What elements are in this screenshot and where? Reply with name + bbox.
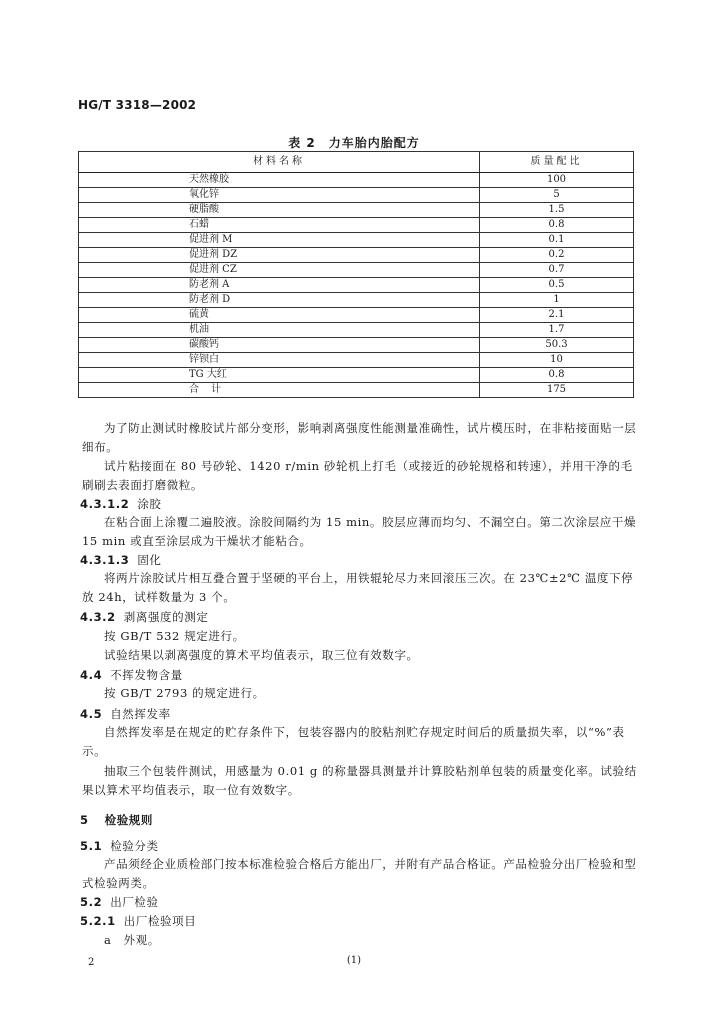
section-number: 4.3.2 [80, 610, 116, 624]
section-heading-4-3-2 [80, 608, 208, 626]
section-title: 固化 [137, 553, 162, 567]
total-value: 175 [480, 383, 634, 398]
standard-code: HG/T 3318—2002 [78, 98, 197, 112]
material-name: 硬脂酸 [79, 203, 480, 218]
table-row [79, 368, 634, 383]
material-name: 促进剂 M [79, 233, 480, 248]
section-number: 5.2.1 [80, 914, 116, 928]
ratio-value: 100 [480, 173, 634, 188]
ratio-value: 0.8 [480, 218, 634, 233]
ratio-value: 0.2 [480, 248, 634, 263]
section-heading-5 [80, 811, 153, 829]
section-title: 检验分类 [110, 839, 159, 853]
section-number: 4.3.1.2 [80, 497, 130, 511]
table-row [79, 353, 634, 368]
paragraph-peel-standard: 按 GB/T 532 规定进行。 [104, 629, 245, 643]
col-header-material: 材料名称 [79, 152, 480, 173]
ratio-value: 1 [480, 293, 634, 308]
material-name: 机油 [79, 323, 480, 338]
section-title: 检验规则 [104, 813, 154, 827]
section-title: 不挥发物含量 [110, 668, 183, 682]
material-name: 防老剂 D [79, 293, 480, 308]
table-row [79, 248, 634, 263]
material-name: TG 大红 [79, 368, 480, 383]
section-title: 出厂检验 [110, 895, 159, 909]
material-name: 硫黄 [79, 308, 480, 323]
section-number: 4.4 [80, 668, 103, 682]
ratio-value: 0.8 [480, 368, 634, 383]
table-row [79, 218, 634, 233]
table-title: 表 2 力车胎内胎配方 [288, 136, 420, 150]
table-row [79, 308, 634, 323]
formula-table [78, 151, 634, 398]
paragraph-glue-coating: 在粘合面上涂覆二遍胶液。涂胶间隔约为 15 min。胶层应薄而均匀、不漏空白。第二次涂层应干燥 15 min 或直至涂层成为干燥状才能粘合。 [82, 515, 637, 548]
section-number: 4.5 [80, 707, 103, 721]
ratio-value: 1.5 [480, 203, 634, 218]
table-row [79, 278, 634, 293]
ratio-value: 0.1 [480, 233, 634, 248]
table-row [79, 203, 634, 218]
paragraph-cloth-backing: 为了防止测试时橡胶试片部分变形，影响剥离强度性能测量准确性，试片模压时，在非粘接面贴一层细布。 [82, 421, 637, 454]
paragraph-nonvolatile-standard: 按 GB/T 2793 的规定进行。 [104, 686, 265, 700]
table-header-row [79, 152, 634, 173]
table-row [79, 173, 634, 188]
section-title: 出厂检验项目 [123, 914, 197, 928]
paragraph-curing: 将两片涂胶试片相互叠合置于坚硬的平台上，用铁辊轮尽力来回滚压三次。在 23℃±2℃ 温度下停放 24h，试样数量为 3 个。 [82, 571, 634, 604]
paragraph-volatility-definition: 自然挥发率是在规定的贮存条件下，包装容器内的胶粘剂贮存规定时间后的质量损失率，以“%”表示。 [82, 725, 625, 758]
table-row [79, 293, 634, 308]
ratio-value: 50.3 [480, 338, 634, 353]
section-heading-4-3-1-3 [80, 551, 162, 569]
material-name: 石蜡 [79, 218, 480, 233]
material-name: 防老剂 A [79, 278, 480, 293]
paragraph-volatility-method: 抽取三个包装件测试，用感量为 0.01 g 的称量器具测量并计算胶粘剂单包装的质量变化率。试验结果以算术平均值表示，取一位有效数字。 [82, 764, 637, 797]
table-row [79, 263, 634, 278]
page-number: 2 [88, 957, 95, 968]
ratio-value: 0.5 [480, 278, 634, 293]
paragraph-peel-result: 试验结果以剥离强度的算术平均值表示，取三位有效数字。 [104, 648, 419, 662]
section-title: 剥离强度的测定 [123, 610, 209, 624]
section-heading-5-2-1 [80, 912, 196, 930]
section-heading-4-5 [80, 705, 171, 723]
col-header-ratio: 质量配比 [480, 152, 634, 173]
paragraph-surface-roughening: 试片粘接面在 80 号砂轮、1420 r/min 砂轮机上打毛（或接近的砂轮规格和转速），并用干净的毛刷刷去表面打磨微粒。 [82, 459, 633, 492]
table-row [79, 338, 634, 353]
section-heading-4-3-1-2 [80, 495, 162, 513]
table-row [79, 233, 634, 248]
ratio-value: 10 [480, 353, 634, 368]
material-name: 氧化锌 [79, 188, 480, 203]
ratio-value: 0.7 [480, 263, 634, 278]
ratio-value: 1.7 [480, 323, 634, 338]
material-name: 碳酸钙 [79, 338, 480, 353]
ratio-value: 2.1 [480, 308, 634, 323]
table-total-row [79, 383, 634, 398]
ratio-value: 5 [480, 188, 634, 203]
table-row [79, 188, 634, 203]
section-number: 5 [80, 813, 89, 827]
section-title: 涂胶 [137, 497, 162, 511]
paragraph-inspection-classification: 产品须经企业质检部门按本标准检验合格后方能出厂，并附有产品合格证。产品检验分出厂检验和型式检验两类。 [82, 857, 637, 890]
section-heading-4-4 [80, 666, 183, 684]
material-name: 促进剂 DZ [79, 248, 480, 263]
material-name: 锌钡白 [79, 353, 480, 368]
material-name: 天然橡胶 [79, 173, 480, 188]
section-number: 4.3.1.3 [80, 553, 130, 567]
section-heading-5-2 [80, 893, 159, 911]
page-center-mark: (1) [346, 955, 362, 966]
table-row [79, 323, 634, 338]
material-name: 促进剂 CZ [79, 263, 480, 278]
section-number: 5.1 [80, 839, 103, 853]
section-heading-5-1 [80, 837, 159, 855]
total-label: 合计 [79, 383, 480, 398]
list-item-appearance: a 外观。 [104, 933, 160, 947]
section-title: 自然挥发率 [110, 707, 171, 721]
section-number: 5.2 [80, 895, 103, 909]
